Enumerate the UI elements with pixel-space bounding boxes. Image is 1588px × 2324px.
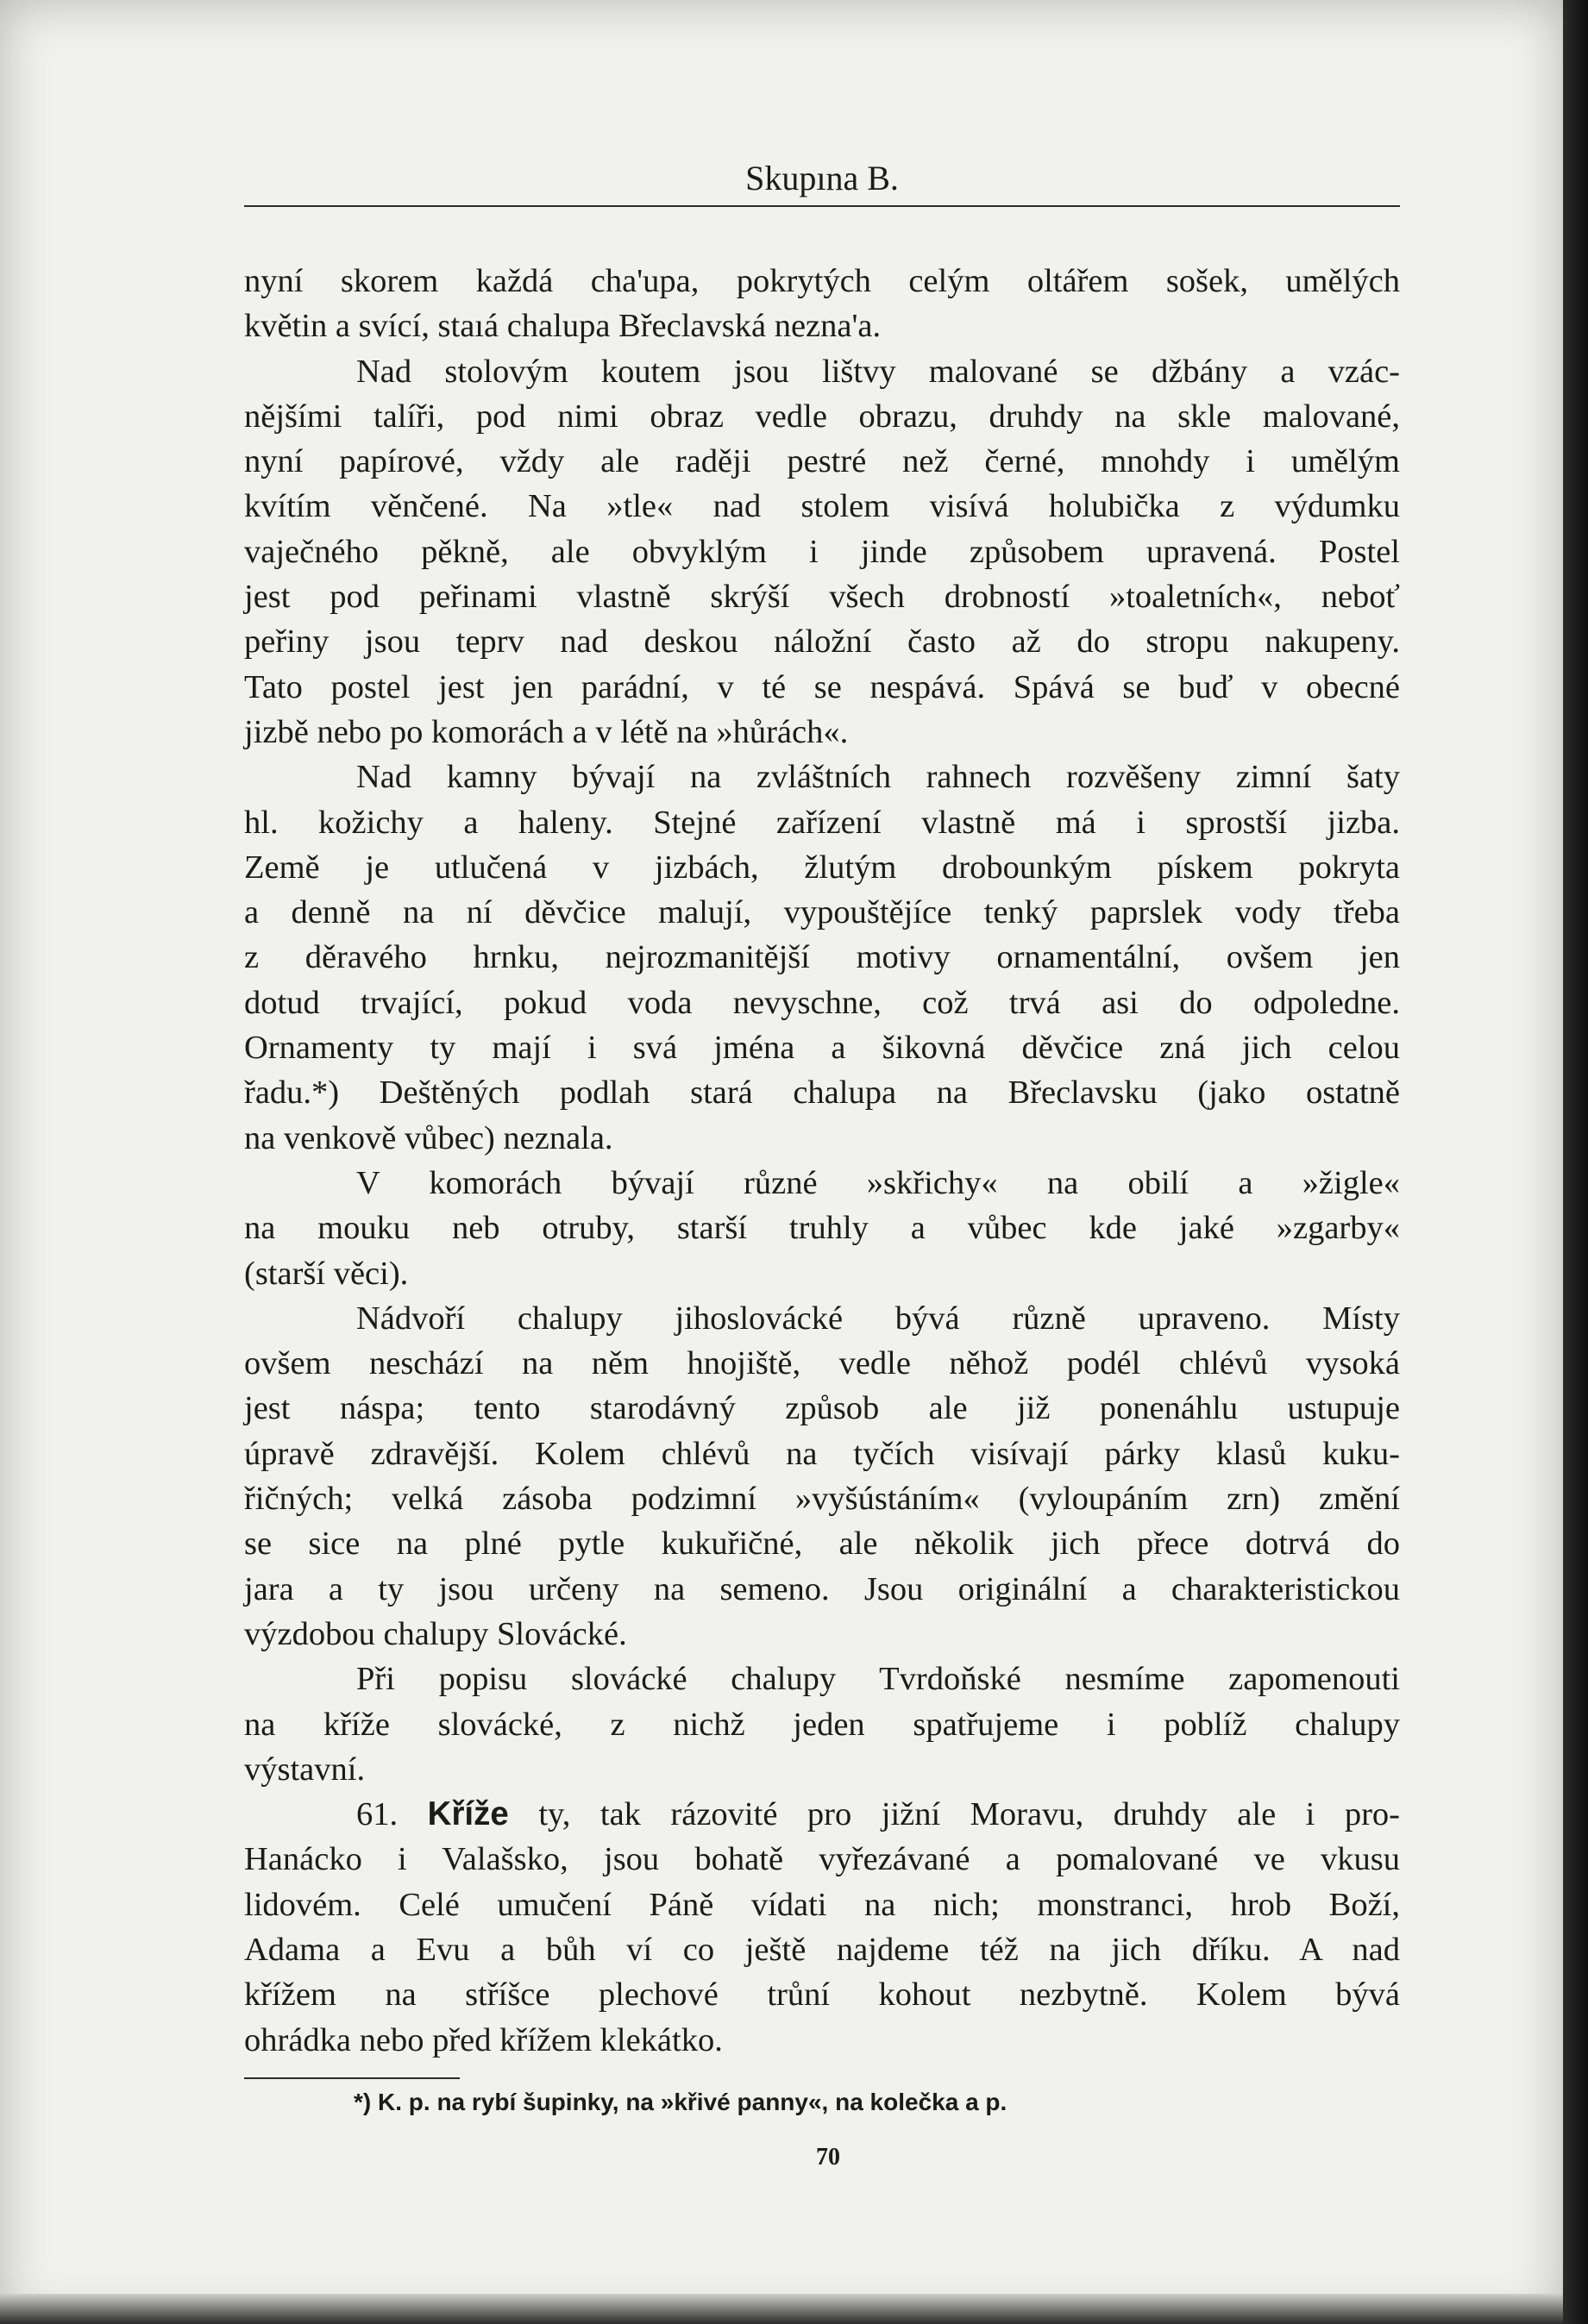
text-line: květin a svící, staıá chalupa Břeclavská nezna'a. — [244, 308, 882, 345]
text-line: ovšem neschází na něm hnojiště, vedle něhož podél chlévů vysoká — [244, 1345, 1400, 1382]
text-line: Země je utlučená v jizbách, žlutým drobounkým pískem pokryta — [244, 849, 1400, 886]
text-line: se sice na plné pytle kukuřičné, ale několik jich přece dotrvá do — [244, 1525, 1400, 1563]
text-line: křížem na stříšce plechové trůní kohout nezbytně. Kolem bývá — [244, 1976, 1400, 2014]
scan-edge-right — [1563, 0, 1588, 2324]
text-line: Při popisu slovácké chalupy Tvrdoňské nesmíme zapomenouti — [356, 1661, 1400, 1698]
text-line: V komorách bývají různé »skřichy« na obilí a »žigle« — [356, 1164, 1400, 1201]
text-line: vaječného pěkně, ale obvyklým i jinde způsobem upravená. Postel — [244, 533, 1400, 570]
text-line: jara a ty jsou určeny na semeno. Jsou originální a charakteristickou — [244, 1570, 1400, 1607]
text-line: jest pod peřinami vlastně skrýší všech drobností »toaletních«, neboť — [244, 579, 1400, 616]
text-line: (starší věci). — [244, 1255, 409, 1292]
text-line: ty, tak rázovité pro jižní Moravu, druhdy ale i pro- — [538, 1796, 1401, 1833]
text-line: z děravého hrnku, nejrozmanitější motivy ornamentální, ovšem jen — [244, 939, 1400, 976]
text-line: Nad stolovým koutem jsou lištvy malované se džbány a vzác- — [356, 353, 1400, 390]
section-61-line — [244, 1792, 1400, 1837]
text-line: řadu.*) Deštěných podlah stará chalupa na Břeclavsku (jako ostatně — [244, 1074, 1400, 1112]
text-line: Tato postel jest jen parádní, v té se nespává. Spává se buď v obecné — [244, 668, 1400, 705]
text-line: Ornamenty ty mají i svá jména a šikovná děvčice zná jich celou — [244, 1030, 1400, 1067]
page-number: 70 — [816, 2144, 840, 2171]
text-line: výzdobou chalupy Slovácké. — [244, 1615, 627, 1652]
text-line: Adama a Evu a bůh ví co ještě najdeme též na jich dříku. A nad — [244, 1931, 1400, 1968]
text-line: dotud trvající, pokud voda nevyschne, což trvá asi do odpoledne. — [244, 984, 1400, 1021]
text-line: Nad kamny bývají na zvláštních rahnech rozvěšeny zimní šaty — [356, 759, 1400, 796]
text-line: nyní papírové, vždy ale raději pestré než černé, mnohdy i umělým — [244, 443, 1400, 480]
text-line: hl. kožichy a haleny. Stejné zařízení vlastně má i sprostší jizba. — [244, 804, 1400, 841]
header-rule — [244, 205, 1400, 207]
text-line: řičných; velká zásoba podzimní »vyšústáním« (vyloupáním zrn) změní — [244, 1481, 1400, 1518]
text-line: nyní skorem každá cha'upa, pokrytých celým oltářem sošek, umělých — [244, 263, 1400, 299]
text-line: nějšími talíři, pod nimi obraz vedle obrazu, druhdy na skle malované, — [244, 398, 1400, 435]
section-number: 61. — [356, 1796, 399, 1833]
text-line: Hanácko i Valašsko, jsou bohatě vyřezávané a pomalované ve vkusu — [244, 1841, 1400, 1878]
body-text — [244, 259, 1400, 2063]
text-line: jest náspa; tento starodávný způsob ale již ponenáhlu ustupuje — [244, 1390, 1400, 1427]
text-line: úpravě zdravější. Kolem chlévů na tyčích visívají párky klasů kuku- — [244, 1435, 1400, 1472]
text-line: na mouku neb otruby, starší truhly a vůbec kde jaké »zgarby« — [244, 1210, 1400, 1247]
text-line: peřiny jsou teprv nad deskou náložní často až do stropu nakupeny. — [244, 623, 1400, 661]
text-line: na kříže slovácké, z nichž jeden spatřujeme i poblíž chalupy — [244, 1706, 1400, 1743]
text-line: jizbě nebo po komorách a v létě na »hůrách«. — [244, 713, 849, 750]
footnote: *) K. p. na rybí šupinky, na »křivé panny«, na kolečka a p. — [354, 2089, 1007, 2115]
text-line: na venkově vůbec) neznala. — [244, 1119, 613, 1156]
text-line: ohrádka nebo před křížem klekátko. — [244, 2021, 723, 2058]
text-line: výstavní. — [244, 1751, 366, 1788]
footnote-rule — [244, 2077, 460, 2079]
text-line: kvítím věnčené. Na »tle« nad stolem visívá holubička z výdumku — [244, 488, 1400, 525]
text-line: lidovém. Celé umučení Páně vídati na nich; monstranci, hrob Boží, — [244, 1886, 1400, 1923]
section-heading: Kříže — [427, 1795, 509, 1833]
page-header: Skupına B. — [745, 159, 899, 197]
scan-edge-bottom — [0, 2294, 1563, 2324]
text-line: Nádvoří chalupy jihoslovácké bývá různě upraveno. Místy — [356, 1300, 1400, 1337]
text-line: a denně na ní děvčice malují, vypouštějíce tenký paprslek vody třeba — [244, 894, 1400, 931]
